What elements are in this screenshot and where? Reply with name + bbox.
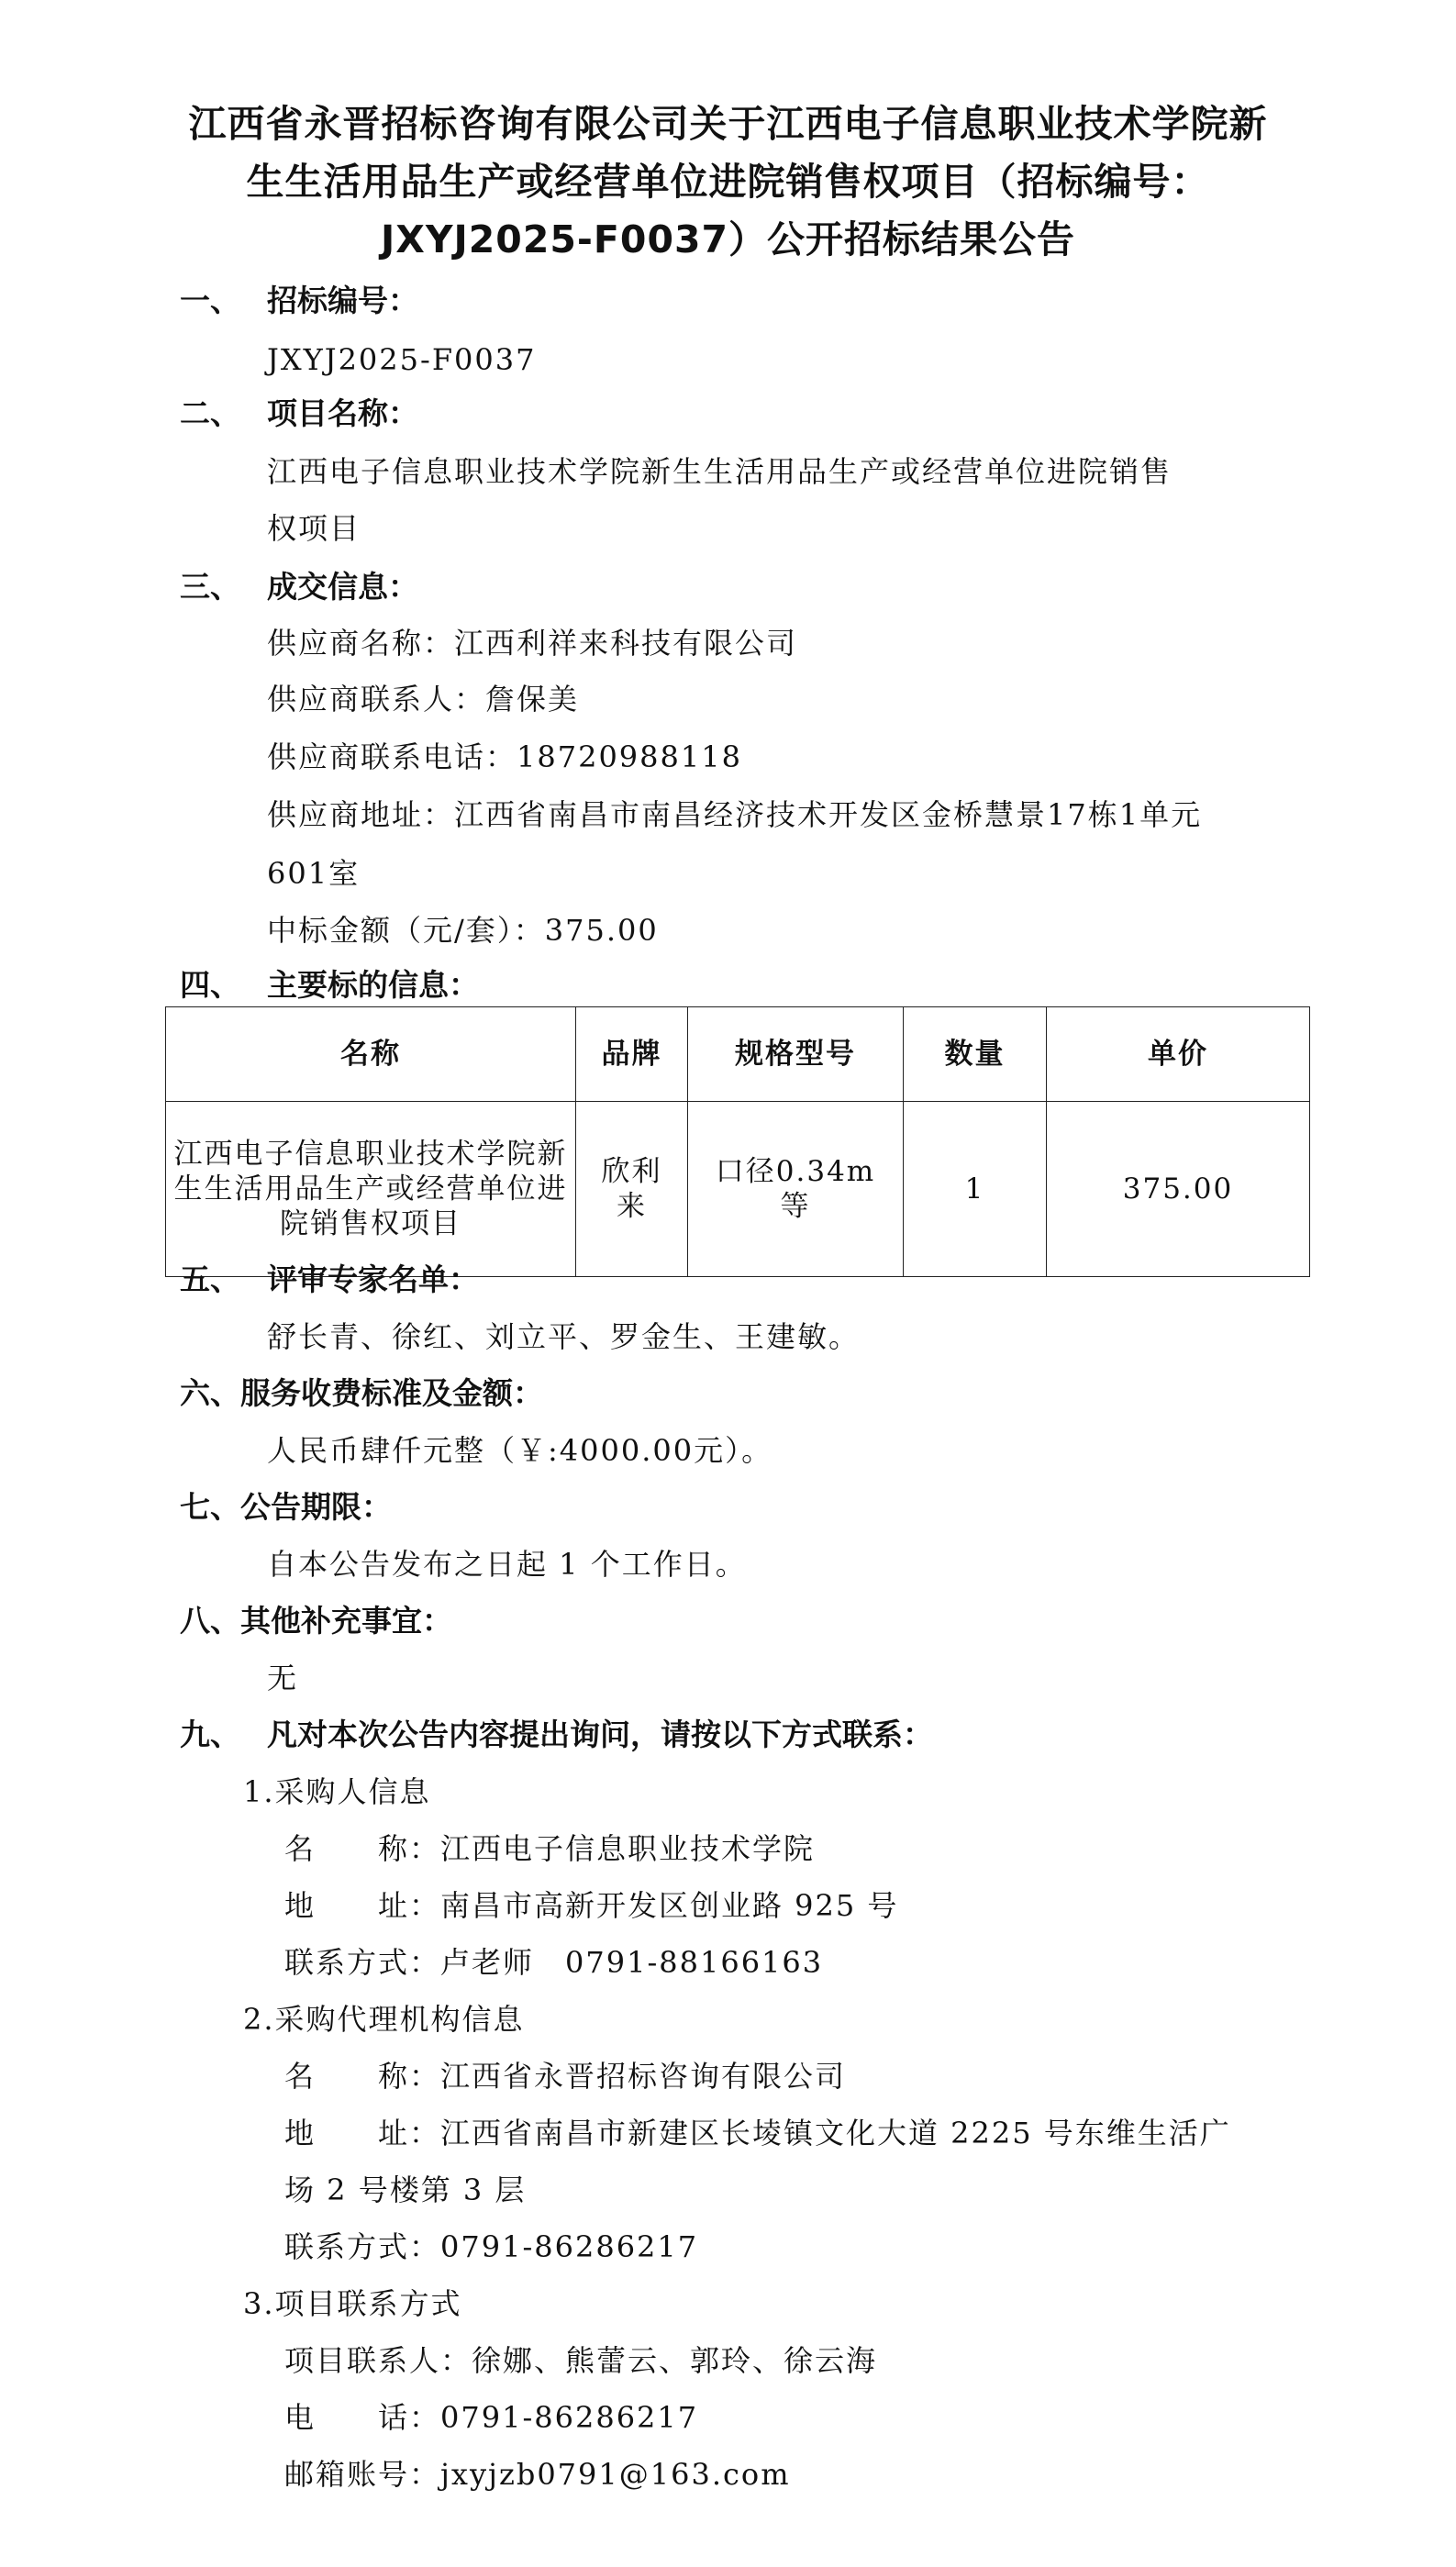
agency-name: 名 称：江西省永晋招标咨询有限公司 (284, 2059, 847, 2094)
section-5-heading (180, 1261, 479, 1298)
section-3-number: 三、 (180, 569, 240, 605)
section-7-heading: 七、公告期限： (180, 1489, 392, 1525)
header-name: 名称 (166, 1007, 576, 1102)
section-1-heading (180, 283, 418, 319)
service-fee: 人民币肆仟元整（￥:4000.00元）。 (267, 1433, 773, 1468)
agency-contact: 联系方式：0791-86286217 (284, 2229, 699, 2264)
section-1-number: 一、 (180, 283, 240, 318)
project-contacts: 项目联系人：徐娜、熊蕾云、郭玲、徐云海 (284, 2343, 878, 2378)
purchaser-name: 名 称：江西电子信息职业技术学院 (284, 1831, 816, 1866)
cell-unit-price: 375.00 (1047, 1102, 1310, 1277)
purchaser-contact: 联系方式：卢老师 0791-88166163 (284, 1945, 824, 1980)
project-name-line-1: 江西电子信息职业技术学院新生生活用品生产或经营单位进院销售 (267, 454, 1173, 489)
cell-brand: 欣利来 (576, 1102, 688, 1277)
purchaser-address: 地 址：南昌市高新开发区创业路 925 号 (284, 1888, 899, 1923)
project-email: 邮箱账号：jxyjzb0791@163.com (284, 2457, 791, 2492)
title-line-1: 江西省永晋招标咨询有限公司关于江西电子信息职业技术学院新 (188, 102, 1268, 146)
supplier-phone: 供应商联系电话：18720988118 (267, 739, 742, 774)
supplier-contact: 供应商联系人：詹保美 (267, 682, 580, 717)
section-1-title: 招标编号： (267, 283, 418, 318)
items-table (165, 1006, 1310, 1277)
section-3-heading (180, 569, 418, 606)
section-2-heading (180, 395, 418, 432)
agency-info-label: 2.采购代理机构信息 (243, 2002, 525, 2037)
award-amount: 中标金额（元/套）：375.00 (267, 913, 659, 948)
section-2-number: 二、 (180, 395, 240, 431)
section-2-title: 项目名称： (267, 395, 418, 431)
bid-number: JXYJ2025-F0037 (267, 342, 537, 377)
supplier-name: 供应商名称：江西利祥来科技有限公司 (267, 626, 798, 661)
section-4-heading (180, 967, 479, 1004)
section-4-number: 四、 (180, 967, 240, 1003)
section-9-number: 九、 (180, 1717, 240, 1752)
agency-address-line-2: 场 2 号楼第 3 层 (284, 2173, 527, 2207)
section-4-title: 主要标的信息： (267, 967, 479, 1003)
section-5-title: 评审专家名单： (267, 1261, 479, 1297)
table-row (166, 1102, 1310, 1277)
header-brand: 品牌 (576, 1007, 688, 1102)
section-6-heading: 六、服务收费标准及金额： (180, 1375, 543, 1411)
project-phone: 电 话：0791-86286217 (284, 2400, 699, 2435)
project-contact-label: 3.项目联系方式 (243, 2286, 462, 2321)
supplier-address-line-2: 601室 (267, 856, 361, 891)
purchaser-info-label: 1.采购人信息 (243, 1774, 431, 1809)
supplier-address-line-1: 供应商地址：江西省南昌市南昌经济技术开发区金桥慧景17栋1单元 (267, 797, 1203, 832)
section-9-title: 凡对本次公告内容提出询问，请按以下方式联系： (267, 1717, 933, 1752)
header-quantity: 数量 (904, 1007, 1047, 1102)
section-8-heading: 八、其他补充事宜： (180, 1603, 452, 1639)
cell-name: 江西电子信息职业技术学院新生生活用品生产或经营单位进院销售权项目 (166, 1102, 576, 1277)
section-9-heading (180, 1717, 933, 1753)
title-line-2: 生生活用品生产或经营单位进院销售权项目（招标编号： (246, 160, 1210, 204)
project-name-line-2: 权项目 (267, 511, 361, 546)
supplementary-matters: 无 (267, 1661, 299, 1695)
notice-period: 自本公告发布之日起 1 个工作日。 (267, 1547, 747, 1582)
section-3-title: 成交信息： (267, 569, 418, 605)
header-spec: 规格型号 (688, 1007, 904, 1102)
table-header-row (166, 1007, 1310, 1102)
header-unit-price: 单价 (1047, 1007, 1310, 1102)
agency-address-line-1: 地 址：江西省南昌市新建区长堎镇文化大道 2225 号东维生活广 (284, 2116, 1231, 2150)
page-title (138, 95, 1318, 269)
expert-list: 舒长青、徐红、刘立平、罗金生、王建敏。 (267, 1319, 861, 1354)
cell-spec: 口径0.34m等 (688, 1102, 904, 1277)
title-line-3: JXYJ2025-F0037）公开招标结果公告 (380, 217, 1076, 261)
section-5-number: 五、 (180, 1261, 240, 1297)
cell-quantity: 1 (904, 1102, 1047, 1277)
